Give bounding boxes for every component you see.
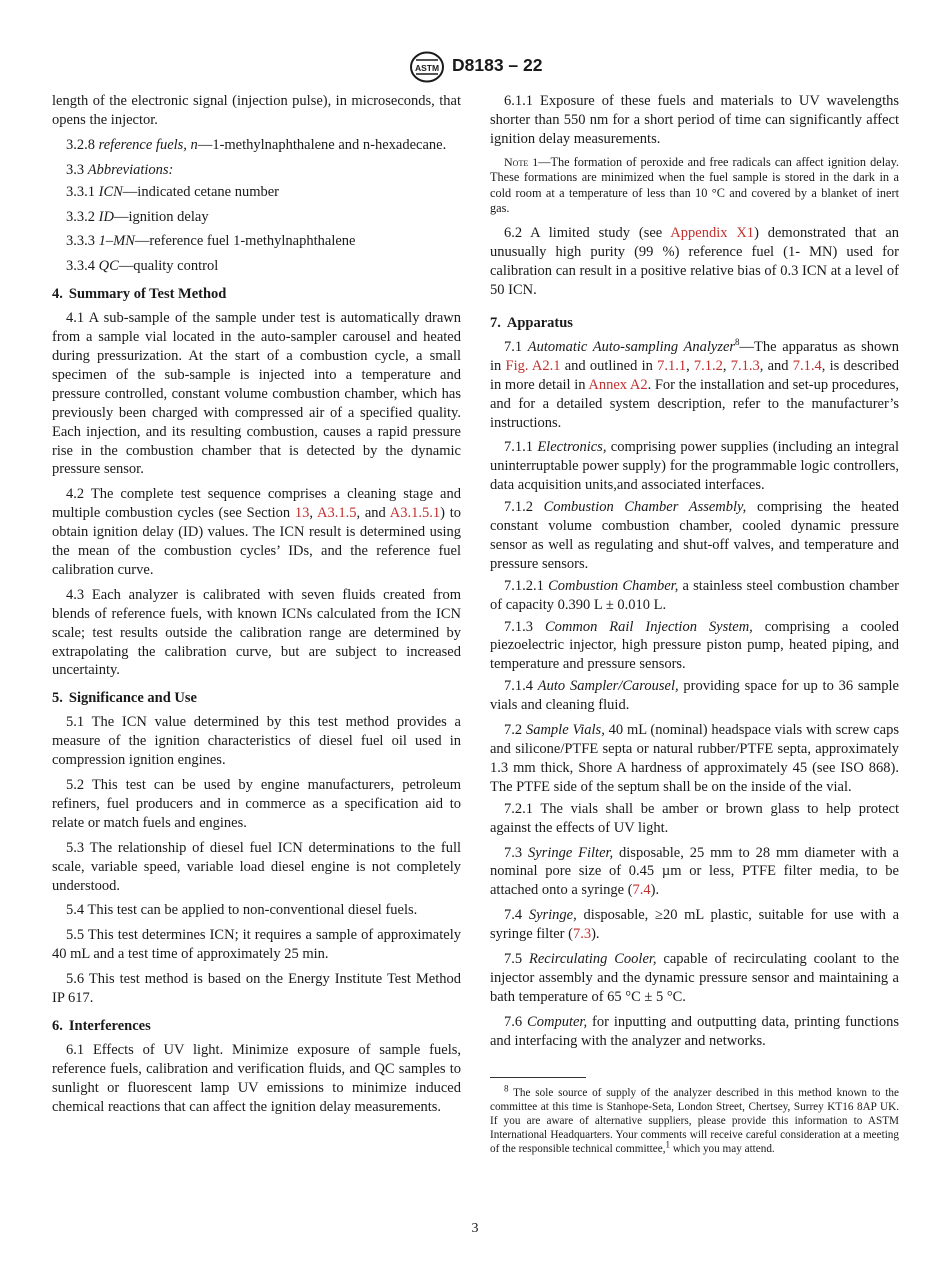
section-heading-7: 7. Apparatus [490, 314, 573, 331]
paragraph-7-1-4: 7.1.4 Auto Sampler/Carousel, providing space for up to 36 sample vials and cleaning fluid. [490, 678, 899, 714]
link-fig-a2-1[interactable]: Fig. A2.1 [505, 357, 561, 374]
paragraph-7-6: 7.6 Computer, for inputting and outputting data, printing functions and interfacing with the analyzer and networks. [490, 1013, 899, 1049]
paragraph-4-2: 4.2 The complete test sequence comprises a cleaning stage and multiple combustion cycles (see Section 13, A3.1.5, and A3.1.5.1) to obtain ignition delay (ID) values. The ICN result is determined using the mean of the combustion cycles’ IDs, and the reference fuel calibration curve. [52, 486, 461, 578]
paragraph-7-1-1: 7.1.1 Electronics, comprising power supplies (including an integral uninterruptable power supply) for the programmable logic controllers, data acquisition units,and associated interfaces. [490, 439, 899, 494]
note-1: Note 1—The formation of peroxide and free radicals can affect ignition delay. These formations are minimized when the fuel sample is stored in the dark in a cold room at a temperature of less than 10 °C and covered by a blanket of inert gas. [490, 154, 899, 215]
paragraph-continuation: length of the electronic signal (injection pulse), in microseconds, that opens the injector. [52, 93, 461, 128]
definition-3-2-8: 3.2.8 reference fuels, n—1-methylnaphthalene and n-hexadecane. [66, 136, 447, 153]
footnote-8: $^8$ The sole source of supply of the analyzer described in this method known to the committee at this time is Stanhope-Seta, London Street, Chertsey, Surrey KT16 8AP UK. If you are aware of alternative suppliers, please provide this information to ASTM International Headquarters. Your comments will receive careful consideration at a meeting of the responsible technical committee,$^1$ which you may attend. [490, 1082, 899, 1156]
paragraph-5-2: 5.2 This test can be used by engine manufacturers, petroleum refiners, fuel producers and in commerce as a specification aid to relate or match fuels and engines. [52, 777, 461, 831]
paragraph-5-4: 5.4 This test can be applied to non-conventional diesel fuels. [66, 902, 418, 919]
link-7-1-3[interactable]: 7.1.3 [730, 357, 760, 374]
section-heading-4: 4. Summary of Test Method [52, 286, 227, 303]
link-annex-a2[interactable]: Annex A2 [588, 376, 648, 393]
footnote-divider [490, 1077, 586, 1078]
abbreviations-heading: 3.3 Abbreviations: [66, 161, 174, 178]
link-appendix-x1[interactable]: Appendix X1 [670, 225, 755, 242]
right-column [490, 92, 899, 1157]
section-heading-6: 6. Interferences [52, 1017, 151, 1034]
paragraph-7-2-1: 7.2.1 The vials shall be amber or brown glass to help protect against the effects of UV light. [490, 800, 899, 836]
link-a3-1-5-1[interactable]: A3.1.5.1 [389, 505, 441, 522]
paragraph-7-1-3: 7.1.3 Common Rail Injection System, comprising a cooled piezoelectric injector, high pressure piston pump, heated piping, and temperature and pressure sensors. [490, 618, 899, 673]
link-a3-1-5[interactable]: A3.1.5 [316, 505, 357, 522]
paragraph-7-1-2: 7.1.2 Combustion Chamber Assembly, comprising the heated constant volume combustion chamber, cooled dynamic pressure sensor as well as regulating and shut-off valves, and temperature and pressure sensors. [490, 499, 900, 572]
paragraph-6-1-1: 6.1.1 Exposure of these fuels and materials to UV wavelengths shorter than 550 nm for a short period of time can significantly affect ignition delay measurements. [490, 93, 899, 147]
standard-designation: D8183 – 22 [452, 55, 543, 75]
abbreviation-item: 3.3.3 1–MN—reference fuel 1-methylnaphthalene [66, 233, 356, 250]
page-header [0, 50, 950, 86]
abbreviation-item: 3.3.1 ICN—indicated cetane number [66, 183, 280, 200]
link-7-3[interactable]: 7.3 [572, 926, 592, 943]
paragraph-7-2: 7.2 Sample Vials, 40 mL (nominal) headspace vials with screw caps and silicone/PTFE septa or natural rubber/PTFE septa, approximately 1.3 mm thick, Shore A hardness of approximately 45 (see ISO 868). The PTFE side of the septum shall be on the inside of the vial. [490, 722, 900, 795]
link-7-4[interactable]: 7.4 [632, 882, 651, 899]
astm-logo-icon [409, 51, 445, 83]
paragraph-5-5: 5.5 This test determines ICN; it requires a sample of approximately 40 mL and a test time of approximately 25 min. [52, 927, 461, 963]
footnote-ref-8[interactable]: 8 [735, 337, 740, 348]
paragraph-4-1: 4.1 A sub-sample of the sample under test is automatically drawn from a sample vial located in the auto-sampler carousel and heated during pressurization. At the start of a combustion cycle, a small specimen of the sub-sample is injected into a temperature and pressure controlled, constant volume combustion chamber, which has previously been charged with compressed air of a specified quality. Each injection, and its resulting combustion, causes a rapid pressure rise in the combustion chamber that is detected by the dynamic pressure sensor. [52, 310, 461, 478]
paragraph-7-1: 7.1 Automatic Auto-sampling Analyzer$^8$—The apparatus as shown in Fig. A2.1 and outlined in 7.1.1, 7.1.2, 7.1.3, and 7.1.4, is described in more detail in Annex A2. For the installation and set-up procedures, and for a detailed system description, refer to the manufacturer’s instructions. [490, 337, 900, 431]
abbreviation-item: 3.3.2 ID—ignition delay [66, 208, 209, 225]
left-column [52, 92, 461, 1123]
paragraph-7-3: 7.3 Syringe Filter, disposable, 25 mm to 28 mm diameter with a nominal pore size of 0.45 µm or less, PTFE filter media, to be attached onto a syringe (7.4). [490, 844, 899, 899]
link-7-1-1[interactable]: 7.1.1 [657, 357, 687, 374]
paragraph-7-1-2-1: 7.1.2.1 Combustion Chamber, a stainless steel combustion chamber of capacity 0.390 L ± 0.010 L. [490, 577, 899, 613]
astm-logo-text: ASTM [414, 63, 440, 73]
paragraph-4-3: 4.3 Each analyzer is calibrated with seven fluids created from blends of reference fuels, with known ICNs calculated from the ICN scale; test results outside the calibration range are determined by extrapolating the calibration curve, but are subject to increased uncertainty. [52, 586, 461, 679]
abbreviation-item: 3.3.4 QC—quality control [66, 258, 219, 275]
paragraph-5-1: 5.1 The ICN value determined by this test method provides a measure of the ignition characteristics of diesel fuel oil used in compression ignition engines. [52, 714, 461, 769]
page-number: 3 [471, 1221, 479, 1236]
link-section-13[interactable]: 13 [294, 505, 310, 522]
paragraph-6-2: 6.2 A limited study (see Appendix X1) demonstrated that an unusually high purity (99 %) reference fuel (1- MN) used for calibration can result in a positive relative bias of 0.3 ICN at a level of 50 ICN. [490, 225, 899, 299]
paragraph-7-4: 7.4 Syringe, disposable, ≥20 mL plastic, suitable for use with a syringe filter (7.3). [490, 907, 899, 943]
link-7-1-4[interactable]: 7.1.4 [792, 357, 822, 374]
link-7-1-2[interactable]: 7.1.2 [693, 357, 723, 374]
paragraph-5-3: 5.3 The relationship of diesel fuel ICN determinations to the full scale, variable speed, variable load diesel engine is not completely understood. [52, 839, 461, 894]
paragraph-7-5: 7.5 Recirculating Cooler, capable of recirculating coolant to the injector assembly and the dynamic pressure sensor and maintaining a bath temperature of 65 °C ± 5 °C. [490, 951, 900, 1005]
paragraph-6-1: 6.1 Effects of UV light. Minimize exposure of sample fuels, reference fuels, calibration and verification fluids, and QC samples to sunlight or fluorescent lamp UV emissions to minimize induced chemical reactions that can affect the ignition delay measurements. [52, 1041, 461, 1115]
paragraph-5-6: 5.6 This test method is based on the Energy Institute Test Method IP 617. [52, 971, 461, 1007]
section-heading-5: 5. Significance and Use [52, 690, 197, 707]
